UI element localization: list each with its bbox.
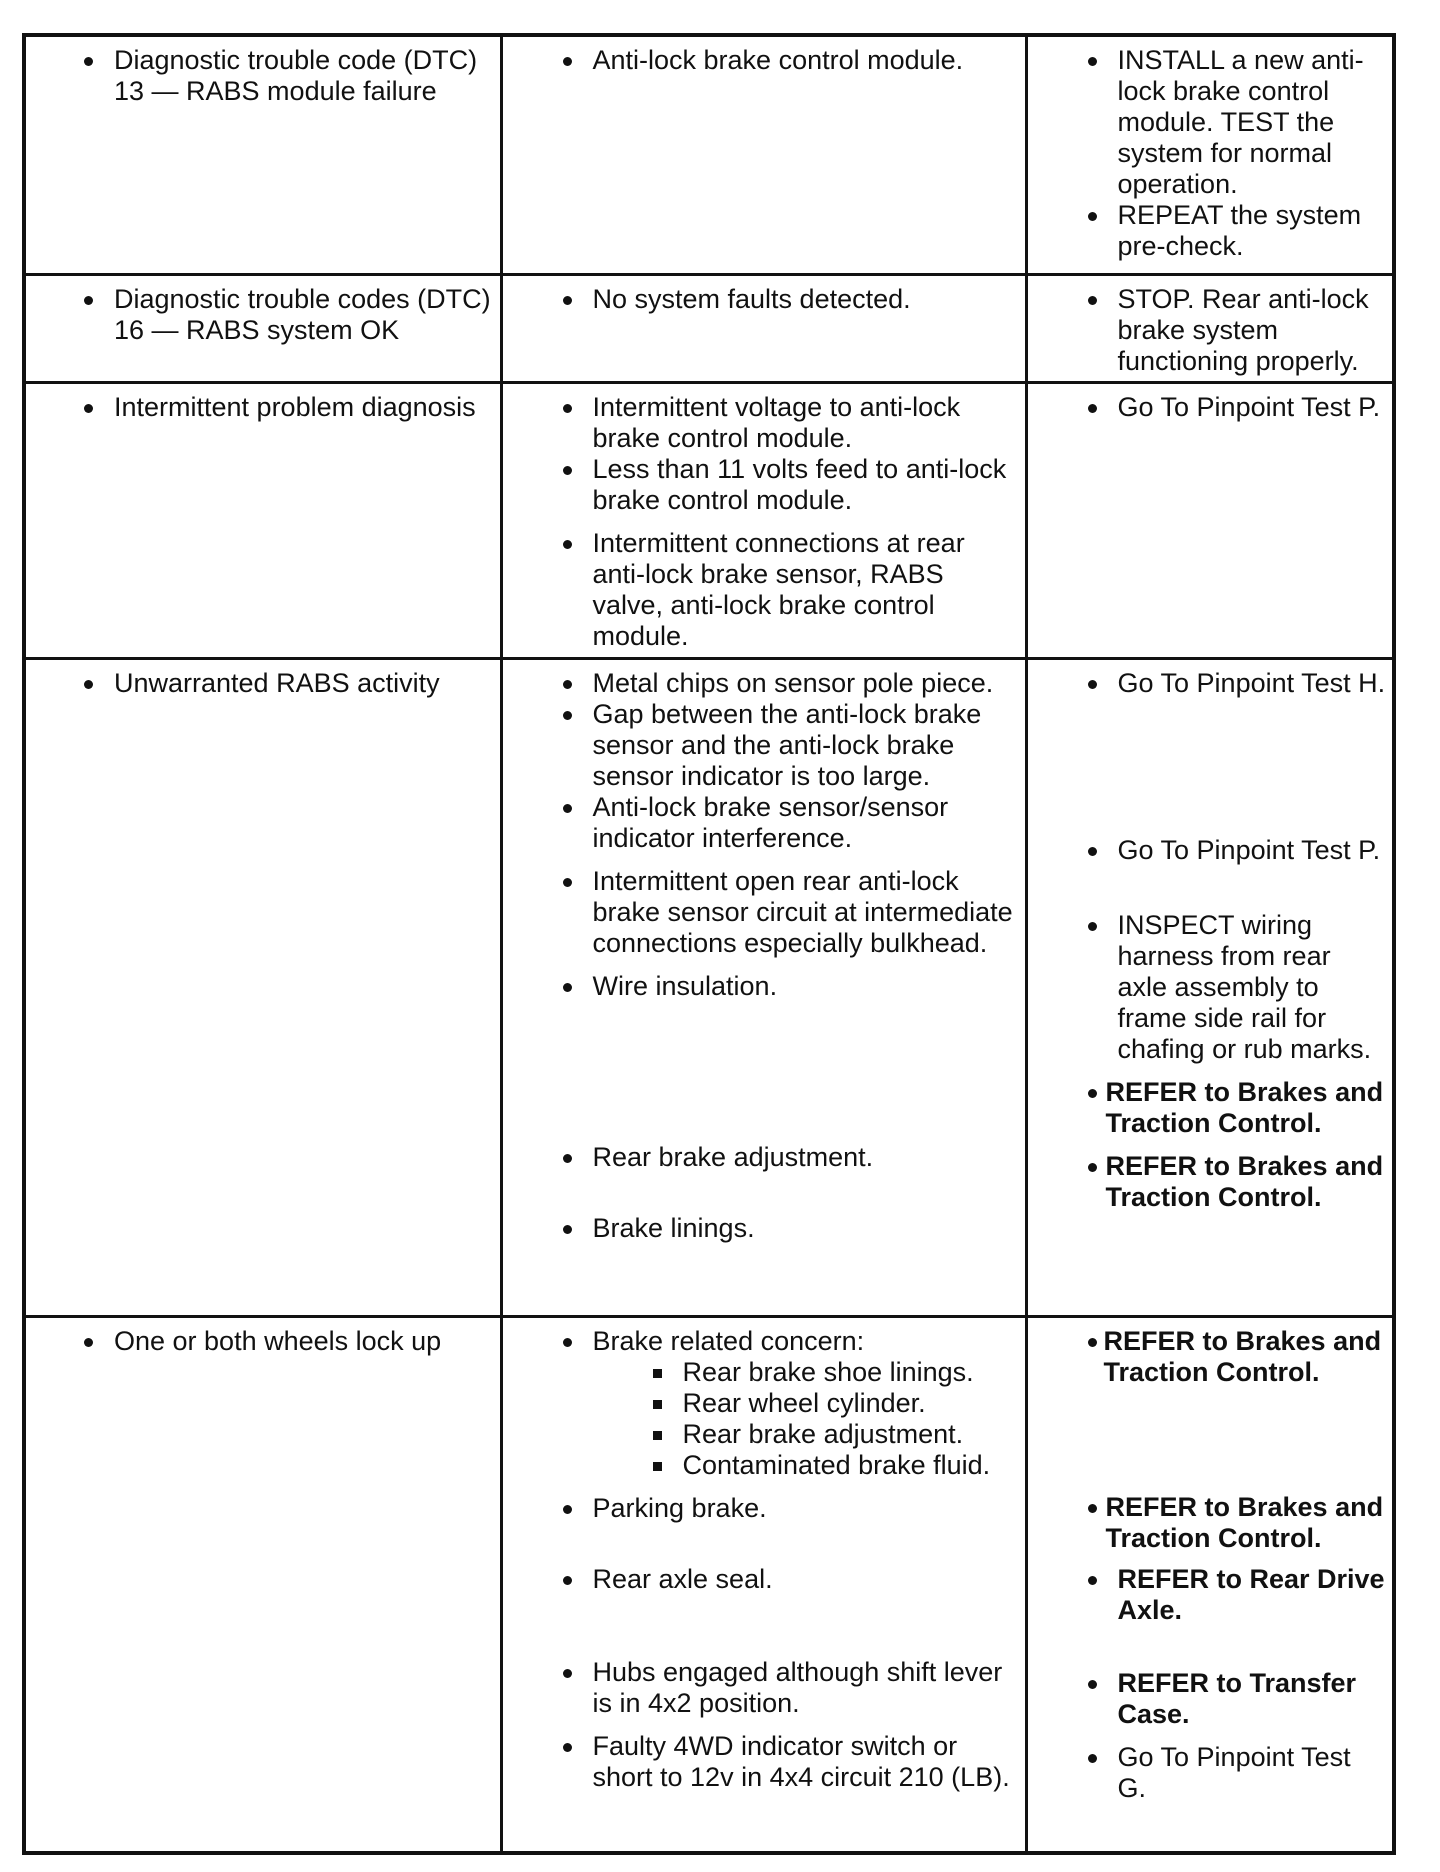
cause-cell xyxy=(501,274,1026,382)
table-row xyxy=(26,37,1392,274)
list-item: REFER to Brakes and Traction Control. xyxy=(1104,1326,1387,1388)
sub-list-item: Rear brake adjustment. xyxy=(683,1419,1019,1450)
list-item: Hubs engaged although shift lever is in 4x2 position. xyxy=(593,1657,1019,1719)
list-item: Anti-lock brake sensor/sensor indicator interference. xyxy=(593,792,1019,854)
action-cell xyxy=(1026,1316,1392,1853)
list-item: Rear brake adjustment. xyxy=(593,1142,1019,1173)
list-item: Faulty 4WD indicator switch or short to 12v in 4x4 circuit 210 (LB). xyxy=(593,1731,1019,1793)
sub-list-item: Rear wheel cylinder. xyxy=(683,1388,1019,1419)
action-cell xyxy=(1026,274,1392,382)
symptom-cell xyxy=(26,1316,501,1853)
cause-cell xyxy=(501,1316,1026,1853)
list-item: REFER to Transfer Case. xyxy=(1118,1668,1387,1730)
diagnosis-table-frame xyxy=(22,33,1396,1855)
cause-cell xyxy=(501,382,1026,658)
list-item: Anti-lock brake control module. xyxy=(593,45,1019,76)
list-item: STOP. Rear anti-lock brake system functioning properly. xyxy=(1118,284,1387,377)
list-item: Intermittent open rear anti-lock brake sensor circuit at intermediate connections especially bulkhead. xyxy=(593,866,1019,959)
symptom-cell xyxy=(26,274,501,382)
list-item: Gap between the anti-lock brake sensor and the anti-lock brake sensor indicator is too large. xyxy=(593,699,1019,792)
table-row xyxy=(26,382,1392,658)
list-item: INSPECT wiring harness from rear axle assembly to frame side rail for chafing or rub marks. xyxy=(1118,910,1387,1065)
action-cell xyxy=(1026,658,1392,1316)
list-item: REFER to Brakes and Traction Control. xyxy=(1106,1077,1387,1139)
list-item: Go To Pinpoint Test P. xyxy=(1118,835,1387,866)
list-item: REFER to Brakes and Traction Control. xyxy=(1106,1151,1387,1213)
list-item: Unwarranted RABS activity xyxy=(114,668,494,699)
list-item: REPEAT the system pre-check. xyxy=(1118,200,1387,262)
action-cell xyxy=(1026,37,1392,274)
cause-cell xyxy=(501,658,1026,1316)
diagnosis-table xyxy=(26,37,1392,1853)
list-item: Intermittent connections at rear anti-lock brake sensor, RABS valve, anti-lock brake control module. xyxy=(593,528,1019,652)
list-item: Intermittent voltage to anti-lock brake control module. xyxy=(593,392,1019,454)
table-row xyxy=(26,274,1392,382)
list-item: REFER to Rear Drive Axle. xyxy=(1118,1564,1387,1626)
symptom-cell xyxy=(26,382,501,658)
list-item: One or both wheels lock up xyxy=(114,1326,494,1357)
list-item: Brake related concern: Rear brake shoe linings. Rear wheel cylinder. Rear brake adjustment. Contaminated brake fluid. xyxy=(593,1326,1019,1481)
list-item: No system faults detected. xyxy=(593,284,1019,315)
list-item: Rear axle seal. xyxy=(593,1564,1019,1595)
list-item: REFER to Brakes and Traction Control. xyxy=(1106,1492,1387,1554)
list-item: Parking brake. xyxy=(593,1493,1019,1524)
table-row xyxy=(26,1316,1392,1853)
sub-list-item: Rear brake shoe linings. xyxy=(683,1357,1019,1388)
list-item: Brake linings. xyxy=(593,1213,1019,1244)
symptom-cell xyxy=(26,658,501,1316)
list-item: Diagnostic trouble code (DTC) 13 — RABS module failure xyxy=(114,45,494,107)
list-item: Intermittent problem diagnosis xyxy=(114,392,494,423)
list-item: Less than 11 volts feed to anti-lock brake control module. xyxy=(593,454,1019,516)
list-item: Diagnostic trouble codes (DTC) 16 — RABS system OK xyxy=(114,284,494,346)
list-item: INSTALL a new anti-lock brake control module. TEST the system for normal operation. xyxy=(1118,45,1387,200)
table-row xyxy=(26,658,1392,1316)
list-item: Wire insulation. xyxy=(593,971,1019,1002)
list-item: Go To Pinpoint Test H. xyxy=(1118,668,1387,699)
action-cell xyxy=(1026,382,1392,658)
list-item: Go To Pinpoint Test G. xyxy=(1118,1742,1387,1804)
sub-list-item: Contaminated brake fluid. xyxy=(683,1450,1019,1481)
symptom-cell xyxy=(26,37,501,274)
list-item: Metal chips on sensor pole piece. xyxy=(593,668,1019,699)
cause-cell xyxy=(501,37,1026,274)
list-item: Go To Pinpoint Test P. xyxy=(1118,392,1387,423)
